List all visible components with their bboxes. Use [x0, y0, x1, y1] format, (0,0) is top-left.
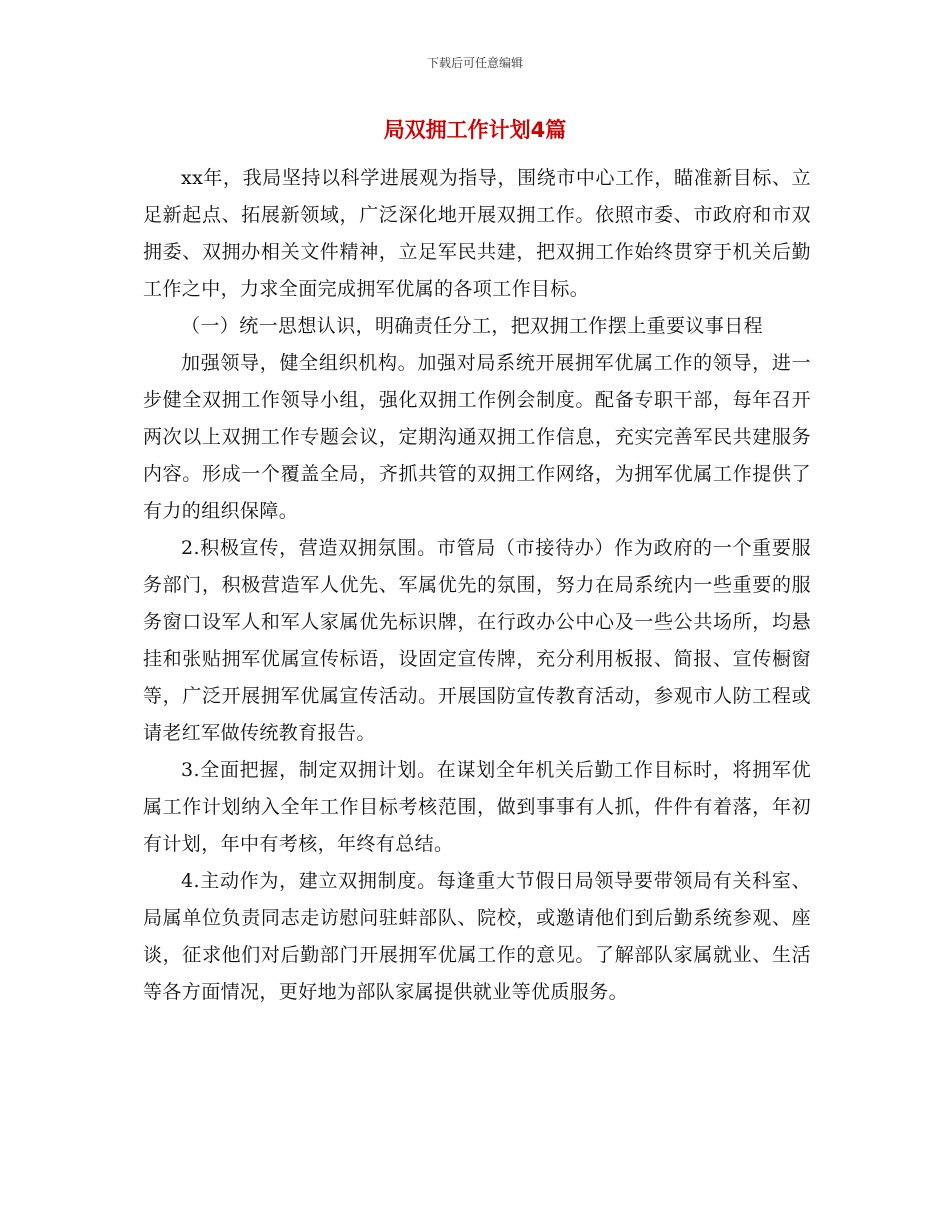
section-heading-1: （一）统一思想认识，明确责任分工，把双拥工作摆上重要议事日程 [181, 315, 764, 337]
paragraph-3: 3.全面把握，制定双拥计划。在谋划全年机关后勤工作目标时，将拥军优属工作计划纳入全年工作目标考核范围，做到事事有人抓，件件有着落，年初有计划，年中有考核，年终有总结。 [143, 759, 811, 855]
paragraph-2: 2.积极宣传，营造双拥氛围。市管局（市接待办）作为政府的一个重要服务部门，积极营造军人优先、军属优先的氛围，努力在局系统内一些重要的服务窗口设军人和军人家属优先标识牌，在行政办公中心及一些公共场所，均悬挂和张贴拥军优属宣传标语，设固定宣传牌，充分利用板报、简报、宣传橱窗等，广泛开展拥军优属宣传活动。开展国防宣传教育活动，参观市人防工程或请老红军做传统教育报告。 [143, 537, 811, 744]
document-body [143, 160, 811, 1011]
paragraph-intro: xx年，我局坚持以科学进展观为指导，围绕市中心工作，瞄准新目标、立足新起点、拓展新领域，广泛深化地开展双拥工作。依照市委、市政府和市双拥委、双拥办相关文件精神，立足军民共建，把双拥工作始终贯穿于机关后勤工作之中，力求全面完成拥军优属的各项工作目标。 [143, 167, 811, 300]
paragraph-4: 4.主动作为，建立双拥制度。每逢重大节假日局领导要带领局有关科室、局属单位负责同志走访慰问驻蚌部队、院校，或邀请他们到后勤系统参观、座谈，征求他们对后勤部门开展拥军优属工作的意见。了解部队家属就业、生活等各方面情况，更好地为部队家属提供就业等优质服务。 [143, 870, 811, 1003]
paragraph-1: 加强领导，健全组织机构。加强对局系统开展拥军优属工作的领导，进一步健全双拥工作领导小组，强化双拥工作例会制度。配备专职干部，每年召开两次以上双拥工作专题会议，定期沟通双拥工作信息，充实完善军民共建服务内容。形成一个覆盖全局，齐抓共管的双拥工作网络，为拥军优属工作提供了有力的组织保障。 [143, 352, 811, 522]
document-title: 局双拥工作计划4篇 [383, 118, 567, 142]
page-header: 下载后可任意编辑 [426, 56, 523, 70]
